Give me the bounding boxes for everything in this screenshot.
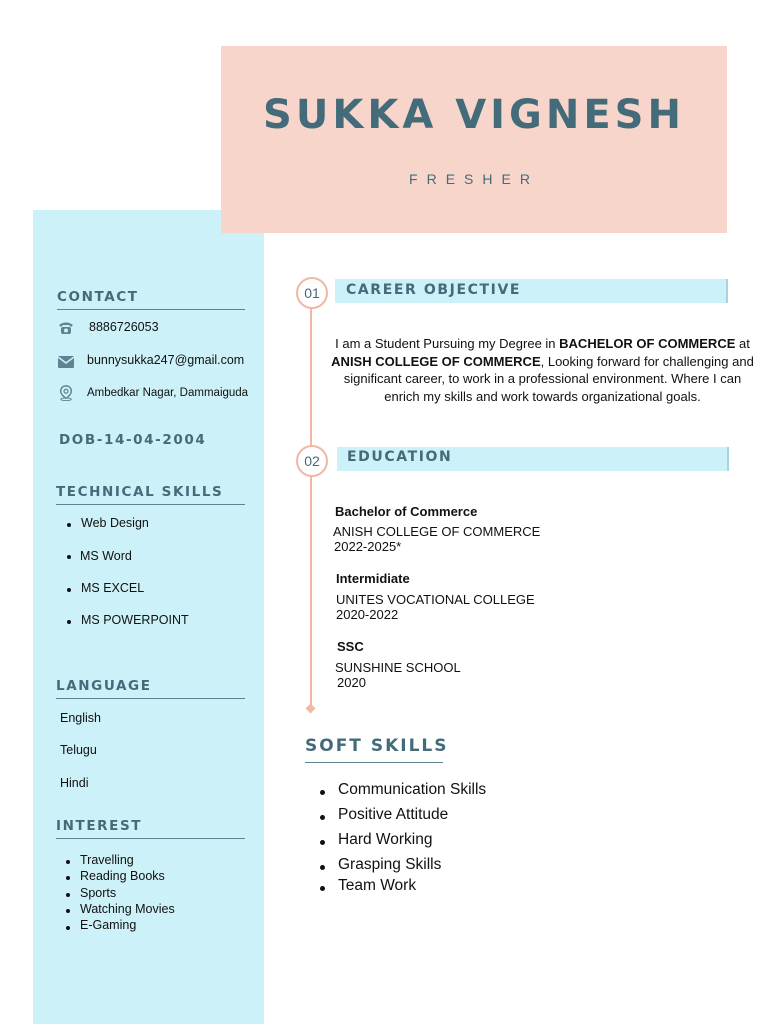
list-item: MS Word: [80, 549, 132, 563]
education-number-badge: 02: [296, 445, 328, 477]
location-icon: [57, 385, 75, 401]
contact-title: CONTACT: [57, 289, 139, 305]
objective-text-part: I am a Student Pursuing my Degree in: [335, 336, 560, 351]
soft-skills-title: SOFT SKILLS: [305, 736, 449, 756]
language-title: LANGUAGE: [56, 678, 152, 694]
timeline-end-marker: [306, 704, 316, 714]
contact-email: bunnysukka247@gmail.com: [87, 353, 245, 367]
phone-icon: [57, 320, 75, 336]
career-number-badge: 01: [296, 277, 328, 309]
objective-college: ANISH COLLEGE OF COMMERCE: [331, 353, 541, 369]
interest-rule: [56, 838, 245, 839]
objective-text-part: , Looking forward for challenging and significant career, to work in a professional environment. Where I can enrich my skills and work towards organizational goals.: [343, 353, 754, 404]
list-bullet: [320, 865, 325, 870]
list-bullet: [66, 909, 70, 913]
list-item: Hard Working: [338, 831, 433, 848]
list-item: Reading Books: [80, 869, 165, 883]
timeline-line: [310, 308, 312, 710]
education-degree: Intermidiate: [336, 571, 410, 586]
technical-skills-rule: [56, 504, 245, 505]
list-bullet: [320, 886, 325, 891]
education-degree: SSC: [337, 639, 364, 654]
soft-skills-rule: [305, 762, 443, 763]
objective-text-part: at: [735, 336, 750, 351]
header-panel: [221, 46, 727, 233]
candidate-name: SUKKA VIGNESH: [263, 92, 685, 138]
list-bullet: [67, 523, 71, 527]
list-item: Watching Movies: [80, 902, 175, 916]
education-degree: Bachelor of Commerce: [335, 504, 478, 519]
list-bullet: [66, 860, 70, 864]
candidate-role: FRESHER: [409, 171, 539, 187]
list-item: English: [60, 711, 101, 725]
list-bullet: [67, 555, 71, 559]
list-item: Positive Attitude: [338, 806, 449, 823]
list-bullet: [320, 790, 325, 795]
list-bullet: [66, 876, 70, 880]
education-school: ANISH COLLEGE OF COMMERCE: [333, 524, 541, 539]
interest-title: INTEREST: [56, 818, 143, 834]
list-item: Web Design: [81, 516, 149, 530]
list-bullet: [320, 815, 325, 820]
objective-degree: BACHELOR OF COMMERCE: [559, 336, 736, 351]
contact-address: Ambedkar Nagar, Dammaiguda: [87, 387, 249, 399]
list-item: MS POWERPOINT: [81, 613, 189, 627]
mail-icon: [57, 354, 75, 370]
education-years: 2022-2025*: [334, 539, 402, 554]
education-school: SUNSHINE SCHOOL: [335, 660, 461, 675]
list-item: E-Gaming: [80, 918, 137, 932]
technical-skills-title: TECHNICAL SKILLS: [56, 484, 224, 500]
education-school: UNITES VOCATIONAL COLLEGE: [336, 592, 535, 607]
list-item: Sports: [80, 886, 117, 900]
list-bullet: [66, 926, 70, 930]
education-title: EDUCATION: [347, 449, 453, 465]
education-years: 2020: [337, 675, 366, 690]
list-item: Telugu: [60, 743, 97, 757]
list-bullet: [67, 620, 71, 624]
contact-phone: 8886726053: [89, 320, 159, 334]
list-item: Travelling: [80, 853, 134, 867]
list-bullet: [66, 893, 70, 897]
list-item: Communication Skills: [338, 781, 487, 798]
language-rule: [56, 698, 245, 699]
list-item: MS EXCEL: [81, 581, 145, 595]
career-title: CAREER OBJECTIVE: [346, 282, 522, 298]
list-bullet: [67, 588, 71, 592]
list-item: Hindi: [60, 776, 89, 790]
list-bullet: [320, 840, 325, 845]
list-item: Grasping Skills: [338, 856, 442, 873]
list-item: Team Work: [338, 877, 417, 894]
dob: DOB-14-04-2004: [59, 432, 207, 448]
career-objective-text: [330, 335, 755, 405]
education-years: 2020-2022: [336, 607, 399, 622]
contact-rule: [57, 309, 245, 310]
